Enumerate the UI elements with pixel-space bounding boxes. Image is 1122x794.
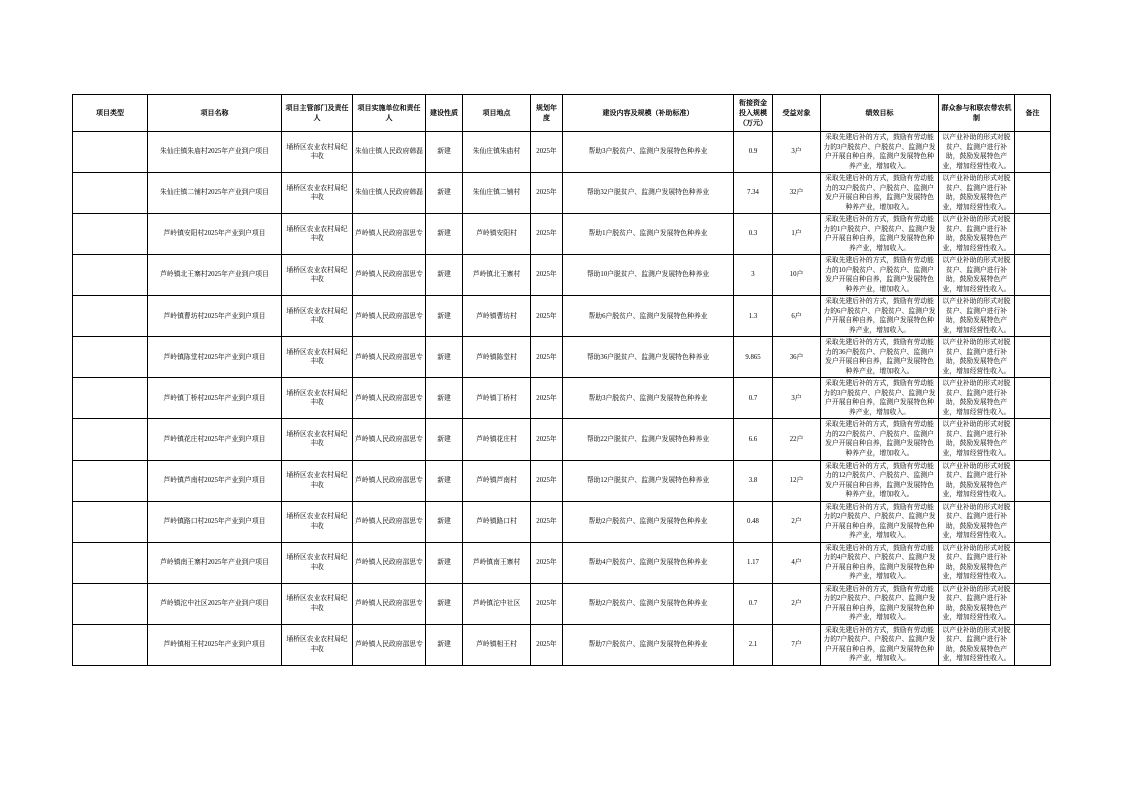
cell-participation-mechanism: 以产业补助的形式对脱贫户、监测户进行补助，鼓励发展特色产业，增加经营性收入。 bbox=[939, 419, 1015, 460]
table-row bbox=[73, 173, 1051, 214]
cell-planning-year: 2025年 bbox=[531, 583, 563, 624]
cell-construction-nature: 新建 bbox=[426, 132, 463, 173]
cell-investment-amount: 1.17 bbox=[734, 542, 773, 583]
cell-performance-goal: 采取先建后补的方式，鼓励有劳动能力的22户脱贫户、户脱贫户、监测户发户开展自种自养，监测户发展特色种养产业，增加收入。 bbox=[821, 419, 939, 460]
cell-project-name: 芦岭镇芦南村2025年产业到户项目 bbox=[148, 460, 282, 501]
cell-investment-amount: 0.7 bbox=[734, 583, 773, 624]
cell-performance-goal: 采取先建后补的方式，鼓励有劳动能力的3户脱贫户、户脱贫户、监测户发户开展自种自养，监测户发展特色种养产业，增加收入。 bbox=[821, 378, 939, 419]
cell-project-type bbox=[73, 255, 148, 296]
cell-project-location: 芦岭镇安阳村 bbox=[463, 214, 531, 255]
cell-department-responsible: 埇桥区农业农村局纪丰收 bbox=[282, 542, 353, 583]
cell-implementer-responsible: 朱仙庄镇人民政府韩磊 bbox=[353, 132, 426, 173]
cell-construction-content: 帮助32户脱贫户、监测户发展特色种养业 bbox=[563, 173, 734, 214]
cell-beneficiaries: 6户 bbox=[773, 296, 821, 337]
cell-construction-content: 帮助12户脱贫户、监测户发展特色种养业 bbox=[563, 460, 734, 501]
table-row bbox=[73, 296, 1051, 337]
cell-project-type bbox=[73, 173, 148, 214]
cell-project-location: 芦岭镇陈堂村 bbox=[463, 337, 531, 378]
cell-project-name: 朱仙庄镇朱庙村2025年产业到户项目 bbox=[148, 132, 282, 173]
cell-project-type bbox=[73, 542, 148, 583]
cell-planning-year: 2025年 bbox=[531, 173, 563, 214]
column-header-department-responsible: 项目主管部门及责任人 bbox=[282, 95, 353, 132]
table-row bbox=[73, 624, 1051, 665]
cell-project-type bbox=[73, 501, 148, 542]
cell-performance-goal: 采取先建后补的方式，鼓励有劳动能力的32户脱贫户、户脱贫户、监测户发户开展自种自养，监测户发展特色种养产业，增加收入。 bbox=[821, 173, 939, 214]
cell-performance-goal: 采取先建后补的方式，鼓励有劳动能力的7户脱贫户、户脱贫户、监测户发户开展自种自养，监测户发展特色种养产业，增加收入。 bbox=[821, 624, 939, 665]
cell-project-type bbox=[73, 419, 148, 460]
cell-construction-content: 帮助22户脱贫户、监测户发展特色种养业 bbox=[563, 419, 734, 460]
cell-planning-year: 2025年 bbox=[531, 255, 563, 296]
cell-performance-goal: 采取先建后补的方式，鼓励有劳动能力的2户脱贫户、户脱贫户、监测户发户开展自种自养，监测户发展特色种养产业，增加收入。 bbox=[821, 583, 939, 624]
column-header-implementer-responsible: 项目实施单位和责任人 bbox=[353, 95, 426, 132]
cell-remark bbox=[1015, 542, 1051, 583]
cell-investment-amount: 1.3 bbox=[734, 296, 773, 337]
cell-investment-amount: 2.1 bbox=[734, 624, 773, 665]
cell-investment-amount: 7.34 bbox=[734, 173, 773, 214]
cell-performance-goal: 采取先建后补的方式，鼓励有劳动能力的10户脱贫户、户脱贫户、监测户发户开展自种自养，监测户发展特色种养产业，增加收入。 bbox=[821, 255, 939, 296]
cell-project-name: 芦岭镇沱中社区2025年产业到户项目 bbox=[148, 583, 282, 624]
cell-planning-year: 2025年 bbox=[531, 501, 563, 542]
cell-construction-content: 帮助6户脱贫户、监测户发展特色种养业 bbox=[563, 296, 734, 337]
cell-project-name: 芦岭镇南王寨村2025年产业到户项目 bbox=[148, 542, 282, 583]
cell-beneficiaries: 36户 bbox=[773, 337, 821, 378]
table-row bbox=[73, 255, 1051, 296]
cell-construction-nature: 新建 bbox=[426, 419, 463, 460]
cell-construction-nature: 新建 bbox=[426, 460, 463, 501]
cell-implementer-responsible: 芦岭镇人民政府邵思专 bbox=[353, 419, 426, 460]
cell-investment-amount: 6.6 bbox=[734, 419, 773, 460]
cell-construction-content: 帮助3户脱贫户、监测户发展特色种养业 bbox=[563, 378, 734, 419]
cell-investment-amount: 0.7 bbox=[734, 378, 773, 419]
cell-implementer-responsible: 芦岭镇人民政府邵思专 bbox=[353, 460, 426, 501]
cell-construction-nature: 新建 bbox=[426, 173, 463, 214]
cell-performance-goal: 采取先建后补的方式，鼓励有劳动能力的3户脱贫户、户脱贫户、监测户发户开展自种自养，监测户发展特色种养产业，增加收入。 bbox=[821, 132, 939, 173]
cell-department-responsible: 埇桥区农业农村局纪丰收 bbox=[282, 173, 353, 214]
cell-department-responsible: 埇桥区农业农村局纪丰收 bbox=[282, 296, 353, 337]
cell-department-responsible: 埇桥区农业农村局纪丰收 bbox=[282, 132, 353, 173]
cell-project-type bbox=[73, 337, 148, 378]
cell-planning-year: 2025年 bbox=[531, 542, 563, 583]
column-header-beneficiaries: 受益对象 bbox=[773, 95, 821, 132]
cell-project-type bbox=[73, 132, 148, 173]
cell-performance-goal: 采取先建后补的方式，鼓励有劳动能力的4户脱贫户、户脱贫户、监测户发户开展自种自养，监测户发展特色种养产业，增加收入。 bbox=[821, 542, 939, 583]
column-header-construction-nature: 建设性质 bbox=[426, 95, 463, 132]
cell-planning-year: 2025年 bbox=[531, 296, 563, 337]
cell-planning-year: 2025年 bbox=[531, 132, 563, 173]
cell-beneficiaries: 2户 bbox=[773, 583, 821, 624]
cell-investment-amount: 0.3 bbox=[734, 214, 773, 255]
cell-project-location: 芦岭镇相王村 bbox=[463, 624, 531, 665]
cell-department-responsible: 埇桥区农业农村局纪丰收 bbox=[282, 624, 353, 665]
cell-remark bbox=[1015, 173, 1051, 214]
cell-planning-year: 2025年 bbox=[531, 460, 563, 501]
cell-remark bbox=[1015, 255, 1051, 296]
cell-performance-goal: 采取先建后补的方式，鼓励有劳动能力的2户脱贫户、户脱贫户、监测户发户开展自种自养，监测户发展特色种养产业，增加收入。 bbox=[821, 501, 939, 542]
cell-remark bbox=[1015, 378, 1051, 419]
column-header-performance-goal: 绩效目标 bbox=[821, 95, 939, 132]
cell-construction-content: 帮助4户脱贫户、监测户发展特色种养业 bbox=[563, 542, 734, 583]
cell-participation-mechanism: 以产业补助的形式对脱贫户、监测户进行补助，鼓励发展特色产业，增加经营性收入。 bbox=[939, 624, 1015, 665]
table-row bbox=[73, 460, 1051, 501]
cell-construction-nature: 新建 bbox=[426, 583, 463, 624]
cell-department-responsible: 埇桥区农业农村局纪丰收 bbox=[282, 255, 353, 296]
cell-implementer-responsible: 芦岭镇人民政府邵思专 bbox=[353, 337, 426, 378]
cell-participation-mechanism: 以产业补助的形式对脱贫户、监测户进行补助，鼓励发展特色产业，增加经营性收入。 bbox=[939, 296, 1015, 337]
cell-participation-mechanism: 以产业补助的形式对脱贫户、监测户进行补助，鼓励发展特色产业，增加经营性收入。 bbox=[939, 501, 1015, 542]
table-row bbox=[73, 542, 1051, 583]
cell-participation-mechanism: 以产业补助的形式对脱贫户、监测户进行补助，鼓励发展特色产业，增加经营性收入。 bbox=[939, 337, 1015, 378]
table-row bbox=[73, 214, 1051, 255]
cell-project-type bbox=[73, 583, 148, 624]
cell-implementer-responsible: 芦岭镇人民政府邵思专 bbox=[353, 296, 426, 337]
cell-construction-nature: 新建 bbox=[426, 624, 463, 665]
cell-construction-content: 帮助10户脱贫户、监测户发展特色种养业 bbox=[563, 255, 734, 296]
cell-project-location: 芦岭镇北王寨村 bbox=[463, 255, 531, 296]
cell-planning-year: 2025年 bbox=[531, 214, 563, 255]
cell-project-name: 芦岭镇路口村2025年产业到户项目 bbox=[148, 501, 282, 542]
cell-remark bbox=[1015, 419, 1051, 460]
table-row bbox=[73, 583, 1051, 624]
cell-beneficiaries: 3户 bbox=[773, 132, 821, 173]
cell-project-type bbox=[73, 378, 148, 419]
cell-participation-mechanism: 以产业补助的形式对脱贫户、监测户进行补助，鼓励发展特色产业，增加经营性收入。 bbox=[939, 378, 1015, 419]
cell-construction-content: 帮助1户脱贫户、监测户发展特色种养业 bbox=[563, 214, 734, 255]
cell-beneficiaries: 7户 bbox=[773, 624, 821, 665]
cell-investment-amount: 3.8 bbox=[734, 460, 773, 501]
column-header-planning-year: 规划年度 bbox=[531, 95, 563, 132]
cell-remark bbox=[1015, 460, 1051, 501]
cell-construction-nature: 新建 bbox=[426, 337, 463, 378]
cell-participation-mechanism: 以产业补助的形式对脱贫户、监测户进行补助，鼓励发展特色产业，增加经营性收入。 bbox=[939, 542, 1015, 583]
cell-construction-nature: 新建 bbox=[426, 214, 463, 255]
cell-remark bbox=[1015, 624, 1051, 665]
cell-implementer-responsible: 朱仙庄镇人民政府韩磊 bbox=[353, 173, 426, 214]
cell-participation-mechanism: 以产业补助的形式对脱贫户、监测户进行补助，鼓励发展特色产业，增加经营性收入。 bbox=[939, 214, 1015, 255]
cell-construction-content: 帮助3户脱贫户、监测户发展特色种养业 bbox=[563, 132, 734, 173]
cell-beneficiaries: 10户 bbox=[773, 255, 821, 296]
cell-investment-amount: 3 bbox=[734, 255, 773, 296]
cell-performance-goal: 采取先建后补的方式，鼓励有劳动能力的36户脱贫户、户脱贫户、监测户发户开展自种自养，监测户发展特色种养产业，增加收入。 bbox=[821, 337, 939, 378]
cell-project-type bbox=[73, 460, 148, 501]
cell-remark bbox=[1015, 337, 1051, 378]
cell-performance-goal: 采取先建后补的方式，鼓励有劳动能力的1户脱贫户、户脱贫户、监测户发户开展自种自养，监测户发展特色种养产业，增加收入。 bbox=[821, 214, 939, 255]
cell-participation-mechanism: 以产业补助的形式对脱贫户、监测户进行补助，鼓励发展特色产业，增加经营性收入。 bbox=[939, 583, 1015, 624]
cell-investment-amount: 9.865 bbox=[734, 337, 773, 378]
cell-investment-amount: 0.48 bbox=[734, 501, 773, 542]
cell-beneficiaries: 32户 bbox=[773, 173, 821, 214]
cell-implementer-responsible: 芦岭镇人民政府邵思专 bbox=[353, 214, 426, 255]
cell-project-location: 芦岭镇曹坊村 bbox=[463, 296, 531, 337]
cell-construction-nature: 新建 bbox=[426, 296, 463, 337]
cell-project-location: 芦岭镇路口村 bbox=[463, 501, 531, 542]
cell-construction-content: 帮助36户脱贫户、监测户发展特色种养业 bbox=[563, 337, 734, 378]
cell-implementer-responsible: 芦岭镇人民政府邵思专 bbox=[353, 378, 426, 419]
cell-planning-year: 2025年 bbox=[531, 624, 563, 665]
column-header-construction-content: 建设内容及规模（补助标准） bbox=[563, 95, 734, 132]
cell-construction-content: 帮助7户脱贫户、监测户发展特色种养业 bbox=[563, 624, 734, 665]
cell-project-name: 芦岭镇相王村2025年产业到户项目 bbox=[148, 624, 282, 665]
column-header-remark: 备注 bbox=[1015, 95, 1051, 132]
cell-project-type bbox=[73, 624, 148, 665]
table-row bbox=[73, 378, 1051, 419]
cell-project-type bbox=[73, 214, 148, 255]
cell-project-name: 芦岭镇北王寨村2025年产业到户项目 bbox=[148, 255, 282, 296]
cell-project-type bbox=[73, 296, 148, 337]
cell-project-location: 芦岭镇芦南村 bbox=[463, 460, 531, 501]
cell-department-responsible: 埇桥区农业农村局纪丰收 bbox=[282, 214, 353, 255]
cell-project-name: 芦岭镇曹坊村2025年产业到户项目 bbox=[148, 296, 282, 337]
cell-project-location: 朱仙庄镇二铺村 bbox=[463, 173, 531, 214]
cell-department-responsible: 埇桥区农业农村局纪丰收 bbox=[282, 419, 353, 460]
table-body bbox=[73, 132, 1051, 666]
cell-performance-goal: 采取先建后补的方式，鼓励有劳动能力的6户脱贫户、户脱贫户、监测户发户开展自种自养，监测户发展特色种养产业，增加收入。 bbox=[821, 296, 939, 337]
cell-department-responsible: 埇桥区农业农村局纪丰收 bbox=[282, 460, 353, 501]
cell-beneficiaries: 1户 bbox=[773, 214, 821, 255]
cell-department-responsible: 埇桥区农业农村局纪丰收 bbox=[282, 337, 353, 378]
cell-participation-mechanism: 以产业补助的形式对脱贫户、监测户进行补助，鼓励发展特色产业，增加经营性收入。 bbox=[939, 460, 1015, 501]
cell-project-location: 芦岭镇丁桥村 bbox=[463, 378, 531, 419]
column-header-participation-mechanism: 群众参与和联农带农机制 bbox=[939, 95, 1015, 132]
cell-planning-year: 2025年 bbox=[531, 337, 563, 378]
cell-investment-amount: 0.9 bbox=[734, 132, 773, 173]
cell-implementer-responsible: 芦岭镇人民政府邵思专 bbox=[353, 501, 426, 542]
cell-performance-goal: 采取先建后补的方式，鼓励有劳动能力的12户脱贫户、户脱贫户、监测户发户开展自种自养，监测户发展特色种养产业，增加收入。 bbox=[821, 460, 939, 501]
column-header-investment-amount: 衔接资金投入规模（万元） bbox=[734, 95, 773, 132]
cell-department-responsible: 埇桥区农业农村局纪丰收 bbox=[282, 378, 353, 419]
cell-project-name: 芦岭镇陈堂村2025年产业到户项目 bbox=[148, 337, 282, 378]
cell-project-name: 朱仙庄镇二铺村2025年产业到户项目 bbox=[148, 173, 282, 214]
cell-construction-content: 帮助2户脱贫户、监测户发展特色种养业 bbox=[563, 501, 734, 542]
column-header-project-location: 项目地点 bbox=[463, 95, 531, 132]
cell-beneficiaries: 12户 bbox=[773, 460, 821, 501]
cell-project-location: 芦岭镇沱中社区 bbox=[463, 583, 531, 624]
cell-implementer-responsible: 芦岭镇人民政府邵思专 bbox=[353, 255, 426, 296]
cell-remark bbox=[1015, 132, 1051, 173]
cell-implementer-responsible: 芦岭镇人民政府邵思专 bbox=[353, 583, 426, 624]
cell-planning-year: 2025年 bbox=[531, 419, 563, 460]
cell-remark bbox=[1015, 501, 1051, 542]
table-row bbox=[73, 132, 1051, 173]
cell-beneficiaries: 2户 bbox=[773, 501, 821, 542]
cell-department-responsible: 埇桥区农业农村局纪丰收 bbox=[282, 583, 353, 624]
cell-beneficiaries: 4户 bbox=[773, 542, 821, 583]
cell-project-name: 芦岭镇安阳村2025年产业到户项目 bbox=[148, 214, 282, 255]
cell-construction-nature: 新建 bbox=[426, 378, 463, 419]
cell-construction-nature: 新建 bbox=[426, 255, 463, 296]
cell-participation-mechanism: 以产业补助的形式对脱贫户、监测户进行补助，鼓励发展特色产业，增加经营性收入。 bbox=[939, 255, 1015, 296]
cell-project-location: 朱仙庄镇朱庙村 bbox=[463, 132, 531, 173]
cell-planning-year: 2025年 bbox=[531, 378, 563, 419]
cell-project-location: 芦岭镇南王寨村 bbox=[463, 542, 531, 583]
cell-construction-content: 帮助2户脱贫户、监测户发展特色种养业 bbox=[563, 583, 734, 624]
cell-implementer-responsible: 芦岭镇人民政府邵思专 bbox=[353, 624, 426, 665]
cell-implementer-responsible: 芦岭镇人民政府邵思专 bbox=[353, 542, 426, 583]
table-row bbox=[73, 501, 1051, 542]
cell-remark bbox=[1015, 296, 1051, 337]
column-header-project-type: 项目类型 bbox=[73, 95, 148, 132]
cell-project-name: 芦岭镇花庄村2025年产业到户项目 bbox=[148, 419, 282, 460]
cell-department-responsible: 埇桥区农业农村局纪丰收 bbox=[282, 501, 353, 542]
cell-construction-nature: 新建 bbox=[426, 501, 463, 542]
cell-remark bbox=[1015, 214, 1051, 255]
cell-remark bbox=[1015, 583, 1051, 624]
cell-project-name: 芦岭镇丁桥村2025年产业到户项目 bbox=[148, 378, 282, 419]
header-row bbox=[73, 95, 1051, 132]
cell-participation-mechanism: 以产业补助的形式对脱贫户、监测户进行补助，鼓励发展特色产业，增加经营性收入。 bbox=[939, 173, 1015, 214]
table-row bbox=[73, 337, 1051, 378]
projects-table bbox=[72, 94, 1051, 666]
cell-project-location: 芦岭镇花庄村 bbox=[463, 419, 531, 460]
table-row bbox=[73, 419, 1051, 460]
cell-beneficiaries: 22户 bbox=[773, 419, 821, 460]
cell-beneficiaries: 3户 bbox=[773, 378, 821, 419]
cell-construction-nature: 新建 bbox=[426, 542, 463, 583]
cell-participation-mechanism: 以产业补助的形式对脱贫户、监测户进行补助，鼓励发展特色产业，增加经营性收入。 bbox=[939, 132, 1015, 173]
column-header-project-name: 项目名称 bbox=[148, 95, 282, 132]
